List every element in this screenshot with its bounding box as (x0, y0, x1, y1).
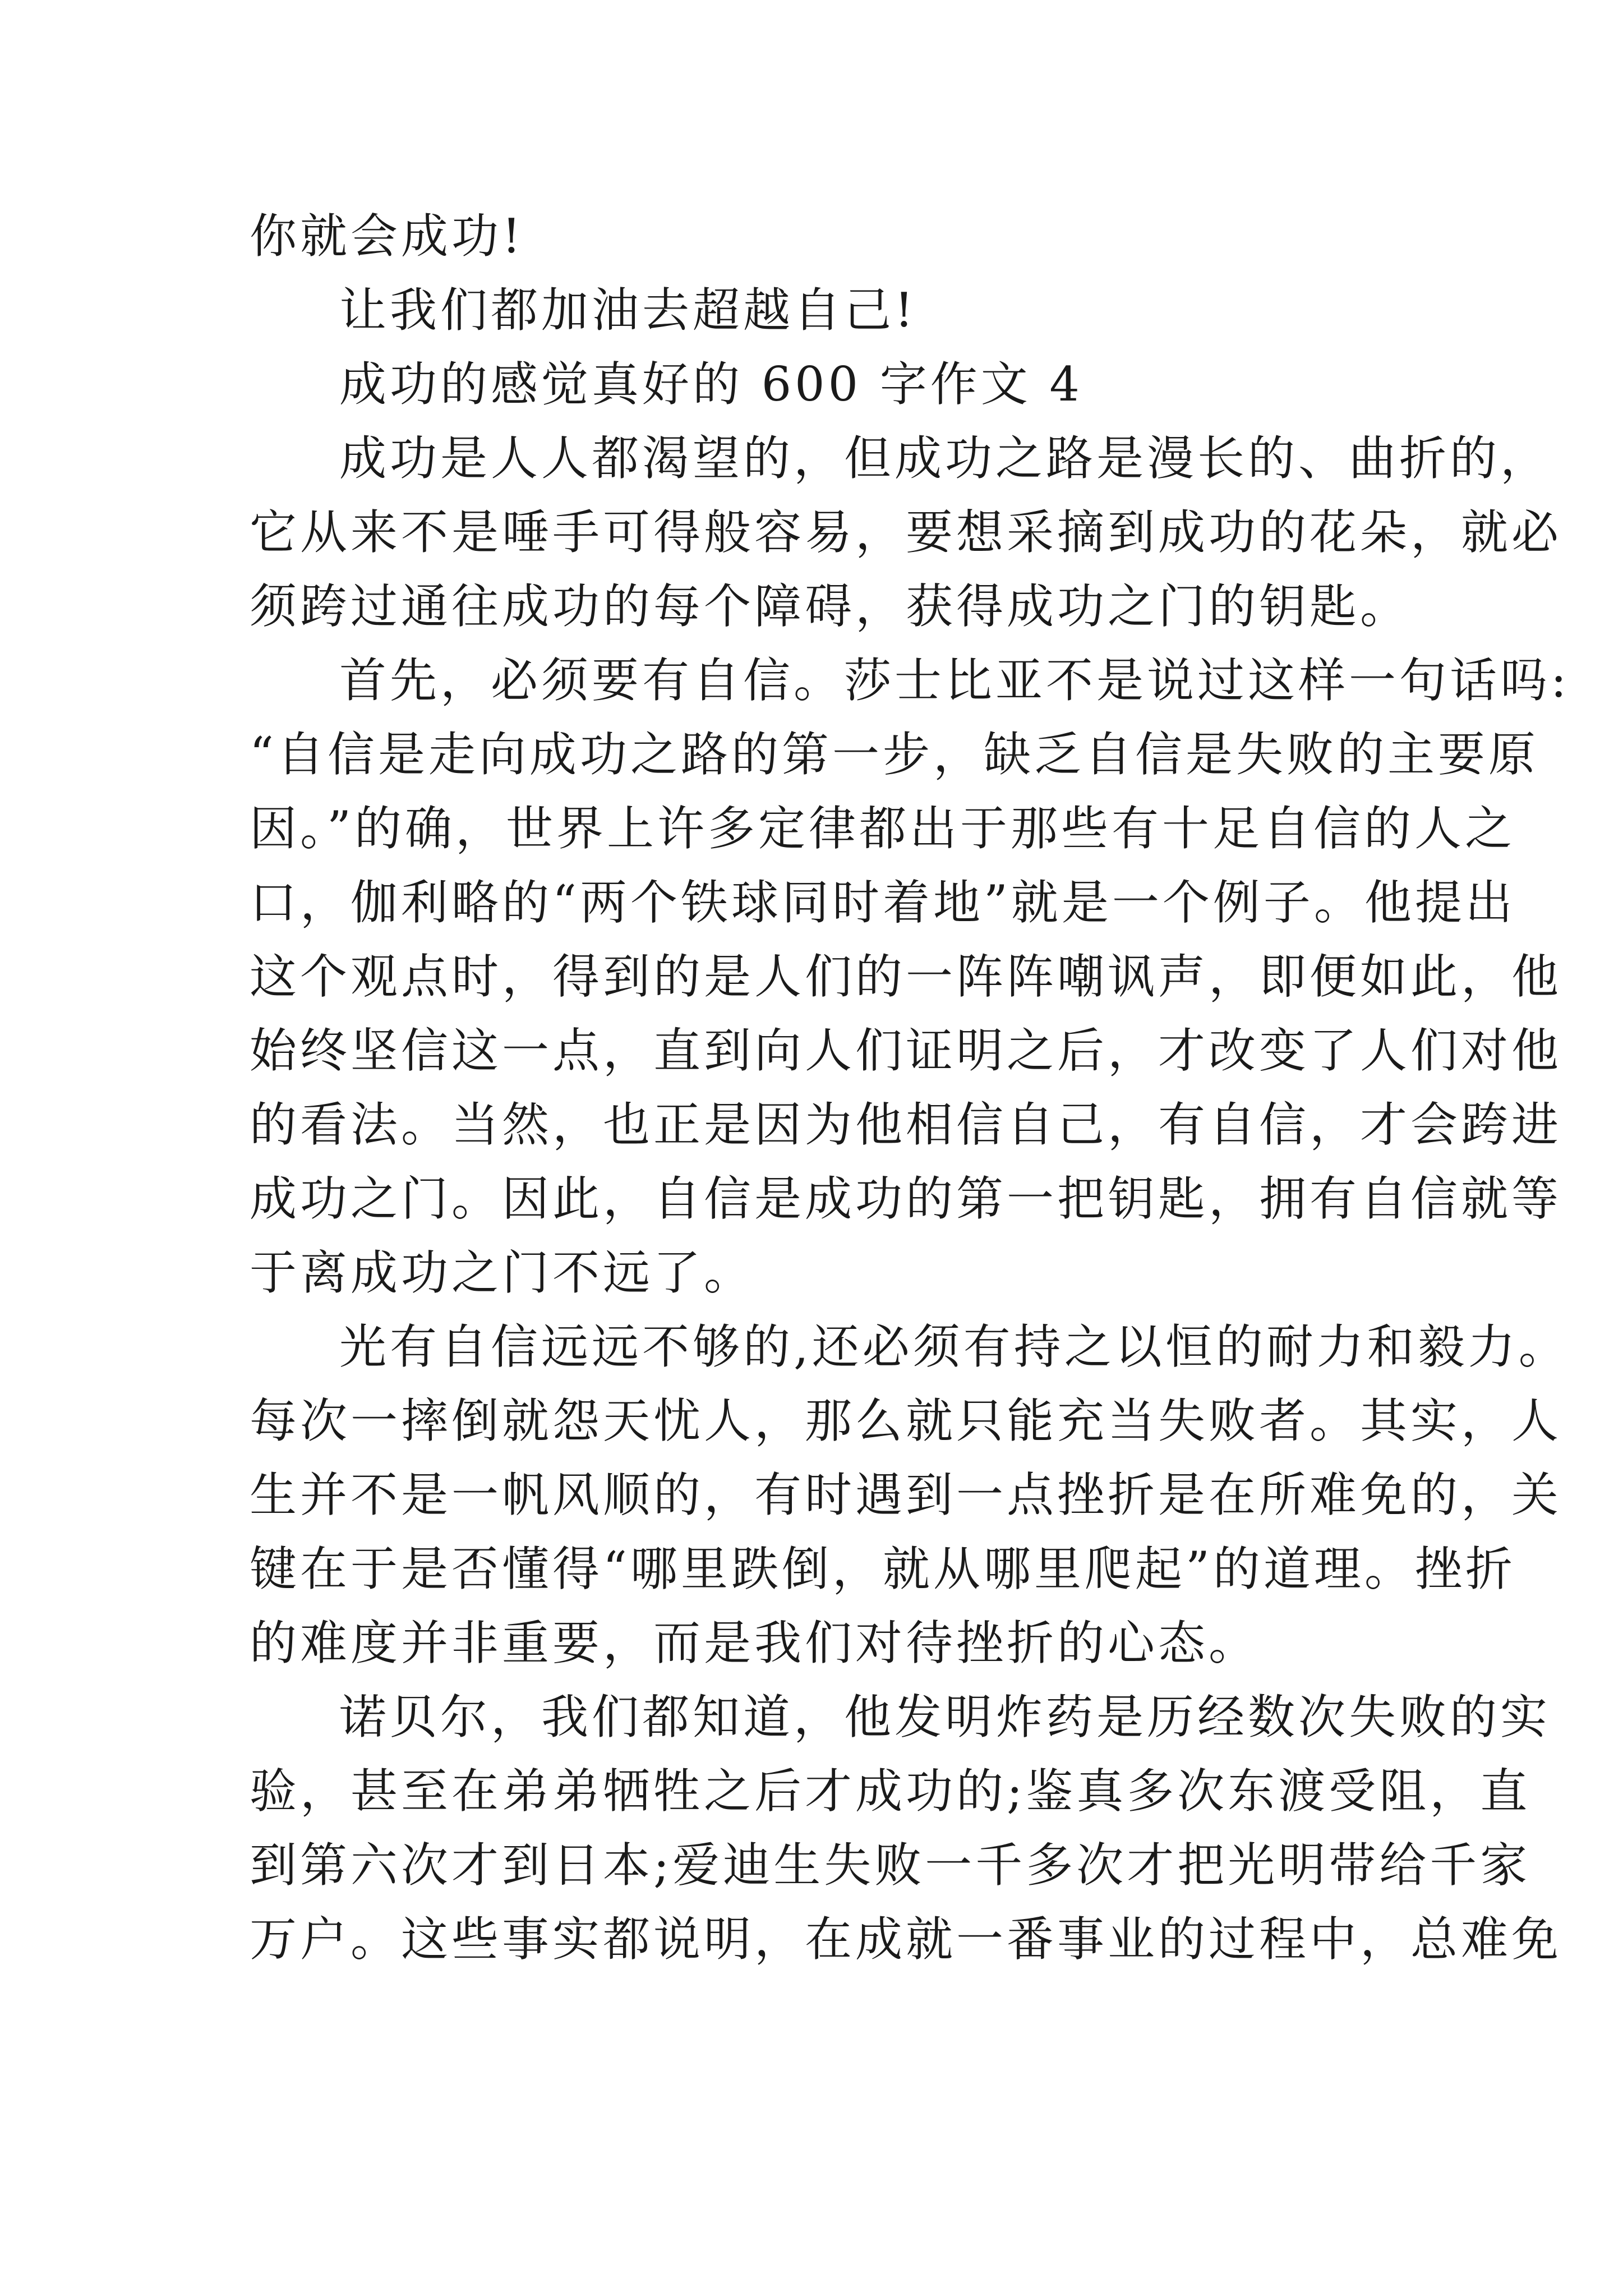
text-line: 让我们都加油去超越自己! (339, 283, 917, 338)
text-line: 的难度并非重要，而是我们对待挫折的心态。 (250, 1616, 1260, 1671)
text-line: 于离成功之门不远了。 (250, 1245, 755, 1300)
text-line: 验，甚至在弟弟牺牲之后才成功的;鉴真多次东渡受阻，直 (250, 1764, 1531, 1819)
text-line: 这个观点时，得到的是人们的一阵阵嘲讽声，即便如此，他 (250, 949, 1562, 1004)
text-line: 始终坚信这一点，直到向人们证明之后，才改变了人们对他 (250, 1023, 1562, 1078)
text-line: 首先，必须要有自信。莎士比亚不是说过这样一句话吗: (339, 653, 1570, 708)
text-line: 生并不是一帆风顺的，有时遇到一点挫折是在所难免的，关 (250, 1467, 1562, 1522)
text-line: 光有自信远远不够的,还必须有持之以恒的耐力和毅力。 (339, 1319, 1569, 1374)
text-line: 它从来不是唾手可得般容易，要想采摘到成功的花朵，就必 (250, 505, 1562, 560)
text-line: 的看法。当然，也正是因为他相信自己，有自信，才会跨进 (250, 1097, 1562, 1152)
text-line: “自信是走向成功之路的第一步，缺乏自信是失败的主要原 (250, 727, 1539, 782)
text-line: 键在于是否懂得“哪里跌倒，就从哪里爬起”的道理。挫折 (250, 1542, 1516, 1596)
text-line: 诺贝尔，我们都知道，他发明炸药是历经数次失败的实 (339, 1690, 1551, 1745)
essay-body (250, 199, 1570, 1976)
text-line: 口，伽利略的“两个铁球同时着地”就是一个例子。他提出 (250, 875, 1516, 930)
text-line: 万户。这些事实都说明，在成就一番事业的过程中，总难免 (250, 1912, 1562, 1967)
text-line: 须跨过通往成功的每个障碍，获得成功之门的钥匙。 (250, 579, 1411, 634)
text-line: 到第六次才到日本;爱迪生失败一千多次才把光明带给千家 (250, 1838, 1531, 1893)
section-heading: 成功的感觉真好的 600 字作文 4 (339, 357, 1083, 412)
text-line: 成功是人人都渴望的，但成功之路是漫长的、曲折的， (339, 431, 1551, 486)
text-line: 你就会成功! (250, 209, 524, 264)
text-line: 因。”的确，世界上许多定律都出于那些有十足自信的人之 (250, 801, 1515, 856)
text-line: 每次一摔倒就怨天忧人，那么就只能充当失败者。其实，人 (250, 1393, 1562, 1448)
text-line: 成功之门。因此，自信是成功的第一把钥匙，拥有自信就等 (250, 1171, 1562, 1226)
